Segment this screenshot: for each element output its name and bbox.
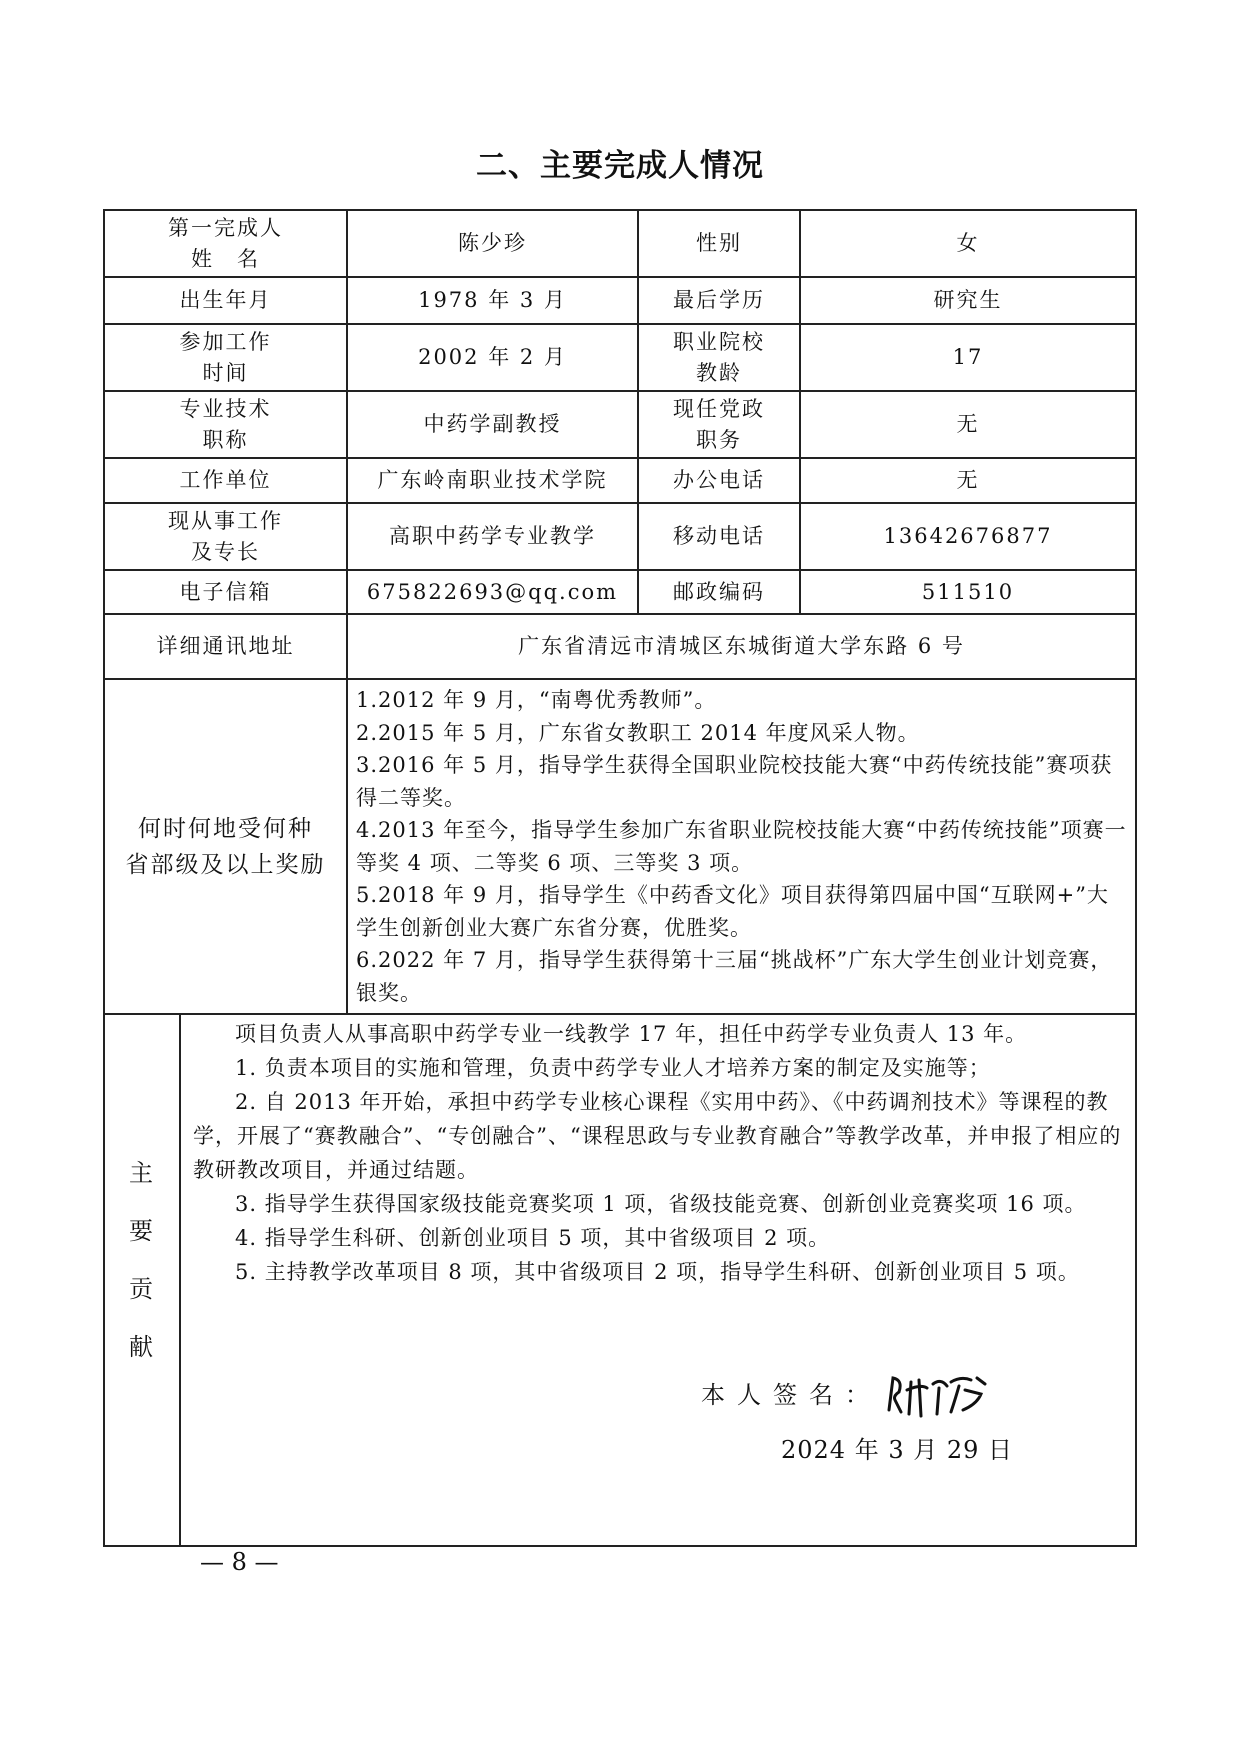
value-address: 广东省清远市清城区东城街道大学东路 6 号 (347, 614, 1136, 679)
signature-label: 本人签名： (701, 1380, 881, 1409)
contribution-paragraph: 2. 自 2013 年开始，承担中药学专业核心课程《实用中药》、《中药调剂技术》等课程的教学，开展了“赛教融合”、“专创融合”、“课程思政与专业教育融合”等教学改革，并申报了相应的教研教改项目，并通过结题。 (193, 1090, 1122, 1182)
label-title: 专业技术 职称 (104, 391, 347, 458)
label-postcode: 邮政编码 (638, 570, 800, 614)
value-birth: 1978 年 3 月 (347, 277, 638, 324)
value-work-start: 2002 年 2 月 (347, 324, 638, 391)
label-address: 详细通讯地址 (104, 614, 347, 679)
signature-date: 2024 年 3 月 29 日 (781, 1436, 1014, 1464)
personnel-info-table (103, 209, 1137, 1015)
awards-list (347, 679, 1136, 1014)
value-title: 中药学副教授 (347, 391, 638, 458)
value-specialty: 高职中药学专业教学 (347, 503, 638, 570)
label-birth: 出生年月 (104, 277, 347, 324)
handwritten-signature (881, 1370, 1001, 1420)
value-position: 无 (800, 391, 1136, 458)
value-email: 675822693@qq.com (347, 570, 638, 614)
award-item: 4.2013 年至今，指导学生参加广东省职业院校技能大赛“中药传统技能”项赛一等奖 4 项、二等奖 6 项、三等奖 3 项。 (356, 818, 1127, 875)
contribution-paragraph: 3. 指导学生获得国家级技能竞赛奖项 1 项，省级技能竞赛、创新创业竞赛奖项 16 项。 (235, 1192, 1087, 1216)
label-mobile: 移动电话 (638, 503, 800, 570)
label-specialty: 现从事工作 及专长 (104, 503, 347, 570)
contribution-paragraph: 项目负责人从事高职中药学专业一线教学 17 年，担任中药学专业负责人 13 年。 (235, 1022, 1028, 1046)
label-work-start: 参加工作 时间 (104, 324, 347, 391)
value-employer: 广东岭南职业技术学院 (347, 458, 638, 503)
page-number: — 8 — (200, 1548, 279, 1576)
label-contribution: 主 要 贡 献 (104, 1014, 180, 1546)
contribution-paragraph: 1. 负责本项目的实施和管理，负责中药学专业人才培养方案的制定及实施等； (235, 1056, 991, 1080)
value-postcode: 511510 (800, 570, 1136, 614)
contribution-table (103, 1013, 1137, 1547)
label-office-phone: 办公电话 (638, 458, 800, 503)
section-title: 二、主要完成人情况 (476, 148, 764, 184)
label-awards: 何时何地受何种 省部级及以上奖励 (104, 679, 347, 1014)
award-item: 6.2022 年 7 月，指导学生获得第十三届“挑战杯”广东大学生创业计划竞赛，银奖。 (356, 948, 1113, 1005)
award-item: 3.2016 年 5 月，指导学生获得全国职业院校技能大赛“中药传统技能”赛项获得二等奖。 (356, 753, 1113, 810)
label-teaching-years: 职业院校 教龄 (638, 324, 800, 391)
value-name: 陈少珍 (347, 210, 638, 277)
value-teaching-years: 17 (800, 324, 1136, 391)
award-item: 2.2015 年 5 月，广东省女教职工 2014 年度风采人物。 (356, 720, 920, 745)
label-name: 第一完成人 姓 名 (104, 210, 347, 277)
signature-line (701, 1370, 1001, 1420)
label-position: 现任党政 职务 (638, 391, 800, 458)
label-email: 电子信箱 (104, 570, 347, 614)
value-education: 研究生 (800, 277, 1136, 324)
label-employer: 工作单位 (104, 458, 347, 503)
contribution-paragraph: 5. 主持教学改革项目 8 项，其中省级项目 2 项，指导学生科研、创新创业项目 5 项。 (235, 1260, 1080, 1284)
contribution-cell (180, 1014, 1136, 1546)
award-item: 5.2018 年 9 月，指导学生《中药香文化》项目获得第四届中国“互联网+”大学生创新创业大赛广东省分赛，优胜奖。 (356, 883, 1109, 940)
value-office-phone: 无 (800, 458, 1136, 503)
contribution-paragraph: 4. 指导学生科研、创新创业项目 5 项，其中省级项目 2 项。 (235, 1226, 831, 1250)
award-item: 1.2012 年 9 月，“南粤优秀教师”。 (356, 688, 717, 712)
value-gender: 女 (800, 210, 1136, 277)
value-mobile: 13642676877 (800, 503, 1136, 570)
label-education: 最后学历 (638, 277, 800, 324)
label-gender: 性别 (638, 210, 800, 277)
